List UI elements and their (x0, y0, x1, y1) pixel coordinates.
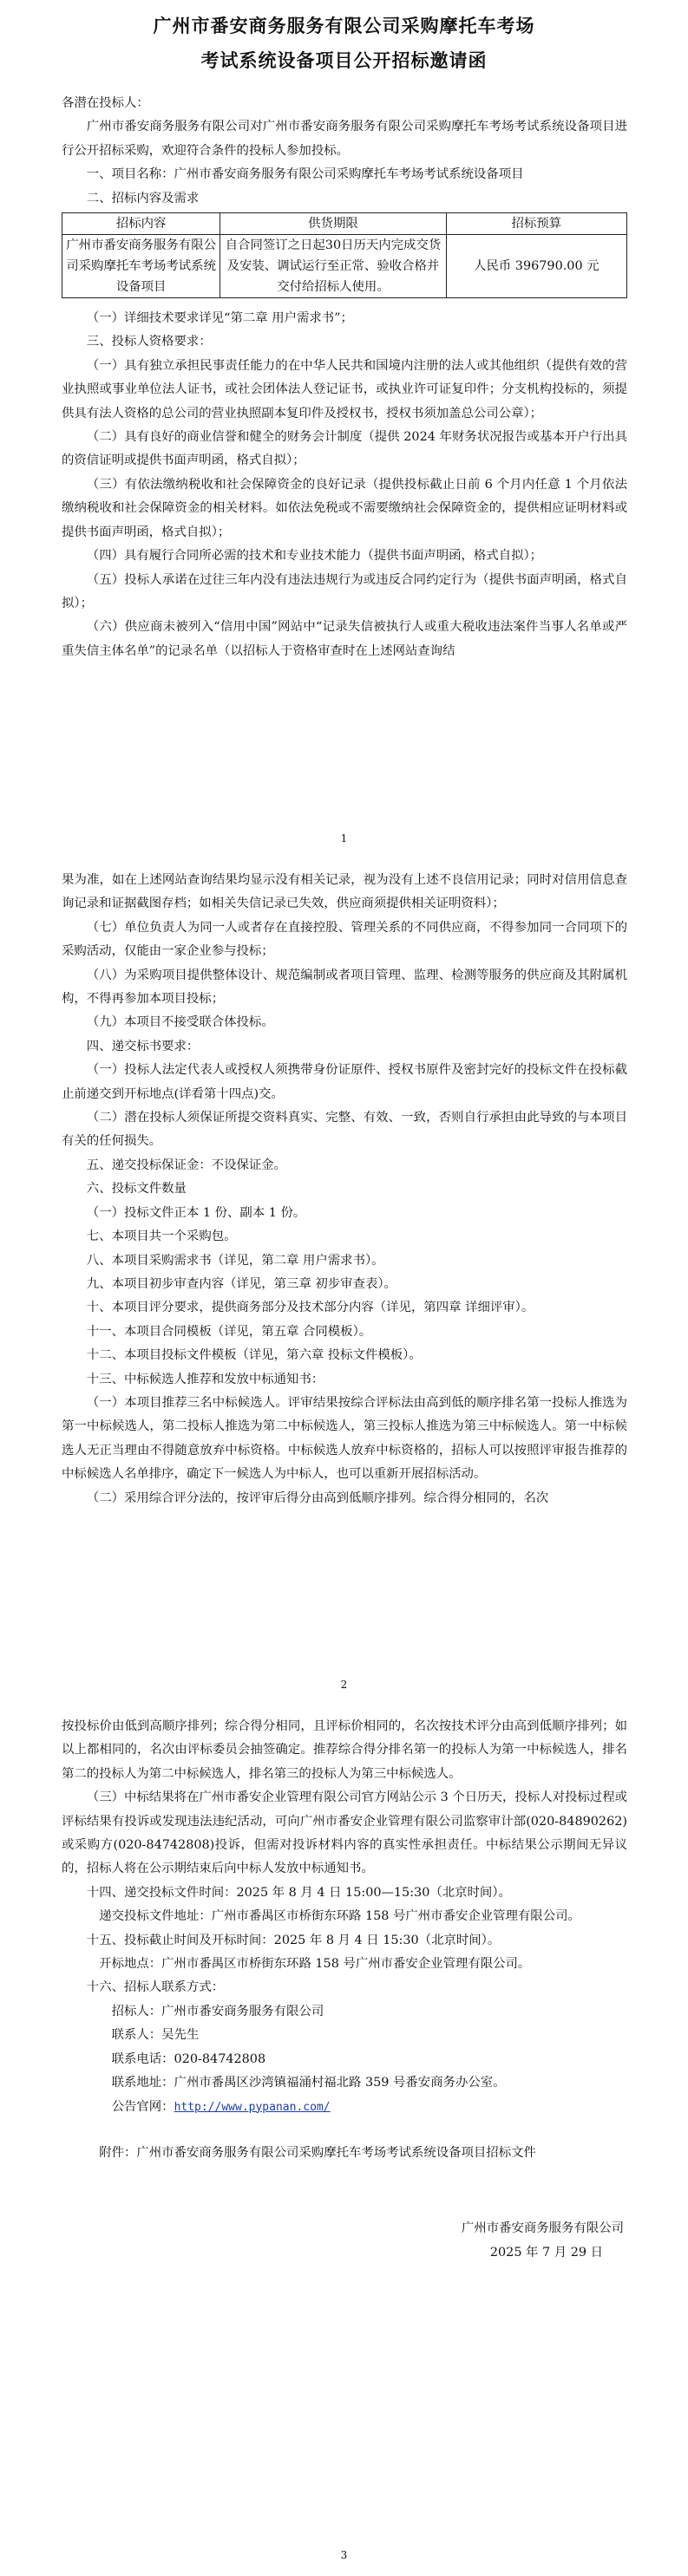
section-4-item-2: （二）潜在投标人须保证所提交资料真实、完整、有效、一致，否则自行承担由此导致的与本项目有关的任何损失。 (62, 1111, 627, 1149)
section-7: 七、本项目共一个采购包。 (86, 1229, 237, 1244)
table-row (62, 235, 627, 298)
section-3-item-6b: 果为准，如在上述网站查询结果均显示没有相关记录，视为没有上述不良信用记录；同时对信用信息查询记录和证据截图存档；如相关失信记录已失效，供应商须提供相关证明资料）； (62, 873, 627, 911)
section-13-item-2b: 按投标价由低到高顺序排列；综合得分相同，且评标价相同的，名次按技术评分由高到低顺序排列；如以上都相同的，名次由评标委员会抽签确定。推荐综合得分排名第一的投标人为第一中标候选人，排名第二的投标人为第二中标候选人，排名第三的投标人为第三中标候选人。 (62, 1719, 627, 1781)
section-3: 三、投标人资格要求： (86, 335, 212, 349)
section-3-item-9: （九）本项目不接受联合体投标。 (86, 1015, 274, 1030)
section-2-item-1: （一）详细技术要求详见“第二章 用户需求书”； (86, 311, 353, 326)
contact-tenderer: 招标人：广州市番安商务服务有限公司 (111, 2004, 324, 2018)
page-2-body (62, 869, 627, 1510)
section-13-item-3: （三）中标结果将在广州市番安企业管理有限公司官方网站公示 3 个日历天，投标人对投标过程或评标结果有投诉或发现违法违纪活动，可向广州市番安企业管理有限公司监察审计部(020-84890262)或采购方(020-84742808)投诉，但需对投诉材料内容的真实性承担责任。中标结果公示期间无异议的，招标人将在公示期结束后向中标人发放中标通知书。 (62, 1790, 627, 1876)
section-3-item-3: （三）有依法缴纳税收和社会保障资金的良好记录（提供投标截止日前 6 个月内任意 1 个月依法缴纳税收和社会保障资金的相关材料。如依法免税或不需要缴纳社会保障资金的，提供相应证明材料或提供书面声明函，格式自拟）； (62, 477, 627, 539)
section-14-address: 递交投标文件地址：广州市番禺区市桥街东环路 158 号广州市番安企业管理有限公司。 (99, 1909, 580, 1924)
section-11: 十一、本项目合同模板（详见，第五章 合同模板）。 (86, 1324, 372, 1339)
page-number-2: 2 (340, 1679, 348, 1691)
table-header-row (62, 213, 627, 235)
attachment-note: 附件：广州市番安商务服务有限公司采购摩托车考场考试系统设备项目招标文件 (99, 2145, 536, 2160)
page-number-3: 3 (340, 2549, 348, 2561)
section-9: 九、本项目初步审查内容（详见，第三章 初步审查表）。 (86, 1276, 396, 1291)
table-cell-budget: 人民币 396790.00 元 (446, 235, 626, 298)
contact-address: 联系地址：广州市番禺区沙湾镇福涌村福北路 359 号番安商务办公室。 (111, 2076, 506, 2090)
section-3-item-4: （四）具有履行合同所必需的技术和专业技术能力（提供书面声明函，格式自拟）； (86, 549, 543, 564)
website-link[interactable]: http://www.pypanan.com/ (174, 2100, 331, 2114)
section-5: 五、递交投标保证金：不设保证金。 (86, 1158, 287, 1172)
signature-date: 2025 年 7 月 29 日 (489, 2245, 603, 2260)
section-6: 六、投标文件数量 (86, 1182, 187, 1197)
table-cell-delivery: 自合同签订之日起30日历天内完成交货及安装、调试运行至正常、验收合格并交付给招标人使用。 (220, 235, 446, 298)
section-12: 十二、本项目投标文件模板（详见，第六章 投标文件模板）。 (86, 1348, 422, 1363)
section-6-item-1: （一）投标文件正本 1 份、副本 1 份。 (86, 1205, 306, 1220)
section-16: 十六、招标人联系方式： (86, 1980, 225, 1995)
table-header-budget: 招标预算 (446, 213, 626, 235)
section-4: 四、递交标书要求： (86, 1039, 200, 1053)
title-line-1: 广州市番安商务服务有限公司采购摩托车考场 (153, 16, 535, 36)
section-15: 十五、投标截止时间及开标时间：2025 年 8 月 4 日 15:30（北京时间）。 (86, 1933, 501, 1947)
section-4-item-1: （一）投标人法定代表人或授权人须携带身份证原件、授权书原件及密封完好的投标文件在投标截止前递交到开标地点(详看第十四点)交。 (62, 1063, 627, 1101)
page-number-1: 1 (340, 832, 348, 845)
website-label: 公告官网： (111, 2099, 174, 2114)
section-3-item-6a: （六）供应商未被列入“信用中国”网站中“记录失信被执行人或重大税收违法案件当事人名单或严重失信主体名单”的记录名单（以招标人于资格审查时在上述网站查询结 (62, 620, 627, 658)
section-3-item-5: （五）投标人承诺在过往三年内没有违法违规行为或违反合同约定行为（提供书面声明函，格式自拟）； (62, 572, 627, 610)
intro-paragraph: 广州市番安商务服务有限公司对广州市番安商务服务有限公司采购摩托车考场考试系统设备项目进行公开招标采购，欢迎符合条件的投标人参加投标。 (62, 120, 627, 158)
page-3-body (62, 1715, 627, 2265)
section-13-item-2a: （二）采用综合评分法的，按评审后得分由高到低顺序排列。综合得分相同的，名次 (86, 1490, 549, 1505)
table-cell-content: 广州市番安商务服务有限公司采购摩托车考场考试系统设备项目 (62, 235, 220, 298)
table-header-delivery: 供货期限 (220, 213, 446, 235)
section-13: 十三、中标候选人推荐和发放中标通知书： (86, 1372, 324, 1386)
section-3-item-2: （二）具有良好的商业信誉和健全的财务会计制度（提供 2024 年财务状况报告或基本开户行出具的资信证明或提供书面声明函，格式自拟）； (62, 430, 627, 468)
section-15-address: 开标地点：广州市番禺区市桥街东环路 158 号广州市番安企业管理有限公司。 (99, 1957, 531, 1972)
section-8: 八、本项目采购需求书（详见，第二章 用户需求书）。 (86, 1253, 384, 1268)
contact-phone: 联系电话：020-84742808 (111, 2051, 266, 2066)
section-3-item-7: （七）单位负责人为同一人或者存在直接控股、管理关系的不同供应商，不得参加同一合同项下的采购活动，仅能由一家企业参与投标； (62, 920, 627, 959)
page-1-body (62, 92, 627, 663)
salutation: 各潜在投标人： (62, 96, 149, 110)
contact-person: 联系人：吴先生 (111, 2028, 200, 2043)
tender-table (62, 212, 627, 298)
table-header-content: 招标内容 (62, 213, 220, 235)
section-10: 十、本项目评分要求，提供商务部分及技术部分内容（详见，第四章 详细评审）。 (86, 1301, 534, 1315)
section-14: 十四、递交投标文件时间：2025 年 8 月 4 日 15:00—15:30（北京时间）。 (86, 1885, 511, 1900)
title-line-2: 考试系统设备项目公开招标邀请函 (200, 50, 488, 71)
signature-organization: 广州市番安商务服务有限公司 (461, 2221, 624, 2236)
section-13-item-1: （一）本项目推荐三名中标候选人。评审结果按综合评标法由高到低的顺序排名第一投标人推选为第一中标候选人，第二投标人推选为第二中标候选人，第三投标人推选为第三中标候选人。第一中标候选人无正当理由不得随意放弃中标资格。中标候选人放弃中标资格的，招标人可以按照评审报告推荐的中标候选人名单排序，确定下一候选人为中标人，也可以重新开展招标活动。 (62, 1395, 627, 1482)
section-2: 二、招标内容及需求 (86, 191, 200, 205)
section-1: 一、项目名称：广州市番安商务服务有限公司采购摩托车考场考试系统设备项目 (86, 167, 524, 182)
contact-website (62, 2096, 627, 2119)
section-3-item-1: （一）具有独立承担民事责任能力的在中华人民共和国境内注册的法人或其他组织（提供有效的营业执照或事业单位法人证书，或社会团体法人登记证书，或执业许可证复印件；分支机构投标的，须提供具有法人资格的总公司的营业执照副本复印件及授权书，授权书须加盖总公司公章）； (62, 358, 627, 421)
section-3-item-8: （八）为采购项目提供整体设计、规范编制或者项目管理、监理、检测等服务的供应商及其附属机构，不得再参加本项目投标； (62, 968, 627, 1007)
